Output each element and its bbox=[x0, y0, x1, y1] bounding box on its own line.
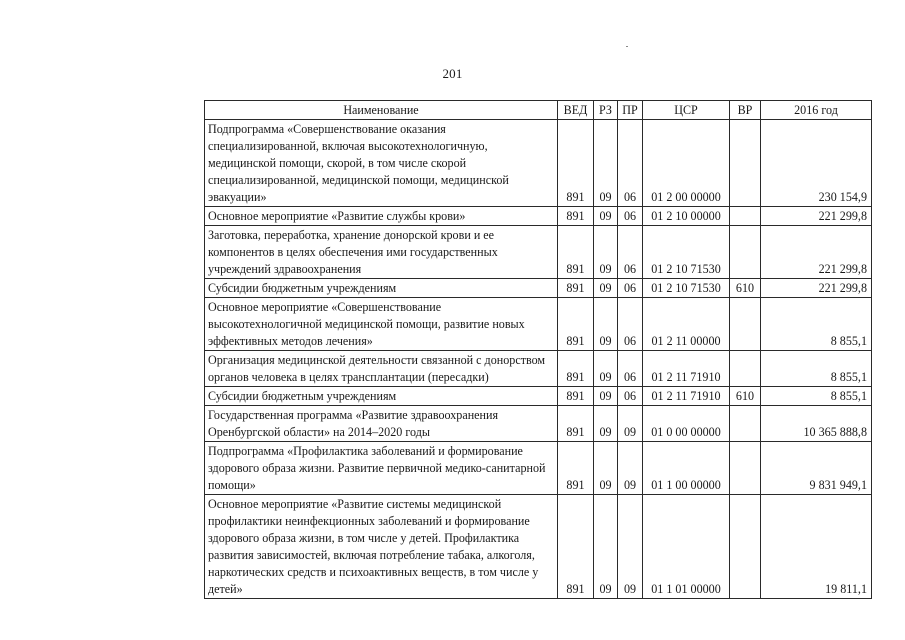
row-amount: 221 299,8 bbox=[761, 207, 872, 226]
row-ved: 891 bbox=[558, 387, 594, 406]
row-name: Субсидии бюджетным учреждениям bbox=[205, 279, 558, 298]
row-amount: 8 855,1 bbox=[761, 351, 872, 387]
table-row bbox=[205, 495, 872, 599]
row-rz: 09 bbox=[594, 442, 618, 495]
row-vr bbox=[730, 207, 761, 226]
row-vr bbox=[730, 120, 761, 207]
row-rz: 09 bbox=[594, 406, 618, 442]
row-pr: 09 bbox=[618, 495, 643, 599]
row-name: Подпрограмма «Совершенствование оказания специализированной, включая высокотехнологичную, медицинской помощи, скорой, в том числе скорой специализированной, медицинской помощи, медицинской эвакуации» bbox=[205, 120, 558, 207]
row-name: Основное мероприятие «Совершенствование высокотехнологичной медицинской помощи, развитие новых эффективных методов лечения» bbox=[205, 298, 558, 351]
row-amount: 230 154,9 bbox=[761, 120, 872, 207]
table-header-row bbox=[205, 101, 872, 120]
row-pr: 06 bbox=[618, 279, 643, 298]
row-csr: 01 2 11 71910 bbox=[643, 387, 730, 406]
table-row bbox=[205, 406, 872, 442]
row-amount: 221 299,8 bbox=[761, 279, 872, 298]
row-pr: 09 bbox=[618, 406, 643, 442]
table-row bbox=[205, 226, 872, 279]
row-vr bbox=[730, 226, 761, 279]
row-amount: 9 831 949,1 bbox=[761, 442, 872, 495]
row-vr bbox=[730, 442, 761, 495]
row-ved: 891 bbox=[558, 406, 594, 442]
table-row bbox=[205, 207, 872, 226]
row-csr: 01 2 10 00000 bbox=[643, 207, 730, 226]
row-pr: 06 bbox=[618, 226, 643, 279]
row-ved: 891 bbox=[558, 351, 594, 387]
row-ved: 891 bbox=[558, 298, 594, 351]
row-amount: 10 365 888,8 bbox=[761, 406, 872, 442]
header-year: 2016 год bbox=[761, 101, 872, 120]
row-vr bbox=[730, 406, 761, 442]
row-vr bbox=[730, 495, 761, 599]
row-rz: 09 bbox=[594, 351, 618, 387]
row-amount: 19 811,1 bbox=[761, 495, 872, 599]
row-csr: 01 2 11 00000 bbox=[643, 298, 730, 351]
table-row bbox=[205, 387, 872, 406]
row-name: Подпрограмма «Профилактика заболеваний и формирование здорового образа жизни. Развитие первичной медико-санитарной помощи» bbox=[205, 442, 558, 495]
row-name: Государственная программа «Развитие здравоохранения Оренбургской области» на 2014–2020 годы bbox=[205, 406, 558, 442]
scan-speck bbox=[626, 46, 628, 47]
row-csr: 01 2 10 71530 bbox=[643, 279, 730, 298]
row-rz: 09 bbox=[594, 495, 618, 599]
row-ved: 891 bbox=[558, 120, 594, 207]
row-amount: 8 855,1 bbox=[761, 298, 872, 351]
row-amount: 221 299,8 bbox=[761, 226, 872, 279]
row-pr: 06 bbox=[618, 207, 643, 226]
row-pr: 06 bbox=[618, 387, 643, 406]
row-vr: 610 bbox=[730, 279, 761, 298]
row-pr: 09 bbox=[618, 442, 643, 495]
row-vr bbox=[730, 351, 761, 387]
row-pr: 06 bbox=[618, 120, 643, 207]
row-csr: 01 2 10 71530 bbox=[643, 226, 730, 279]
row-rz: 09 bbox=[594, 387, 618, 406]
header-vr: ВР bbox=[730, 101, 761, 120]
row-csr: 01 2 00 00000 bbox=[643, 120, 730, 207]
table-row bbox=[205, 120, 872, 207]
row-ved: 891 bbox=[558, 442, 594, 495]
row-name: Субсидии бюджетным учреждениям bbox=[205, 387, 558, 406]
table-row bbox=[205, 442, 872, 495]
row-rz: 09 bbox=[594, 226, 618, 279]
row-csr: 01 1 00 00000 bbox=[643, 442, 730, 495]
row-csr: 01 1 01 00000 bbox=[643, 495, 730, 599]
row-rz: 09 bbox=[594, 279, 618, 298]
row-name: Организация медицинской деятельности связанной с донорством органов человека в целях трансплантации (пересадки) bbox=[205, 351, 558, 387]
row-name: Основное мероприятие «Развитие службы крови» bbox=[205, 207, 558, 226]
budget-table bbox=[204, 100, 872, 599]
table-row bbox=[205, 351, 872, 387]
header-csr: ЦСР bbox=[643, 101, 730, 120]
table-row bbox=[205, 279, 872, 298]
header-ved: ВЕД bbox=[558, 101, 594, 120]
row-ved: 891 bbox=[558, 226, 594, 279]
row-csr: 01 2 11 71910 bbox=[643, 351, 730, 387]
row-amount: 8 855,1 bbox=[761, 387, 872, 406]
header-pr: ПР bbox=[618, 101, 643, 120]
row-ved: 891 bbox=[558, 207, 594, 226]
header-name: Наименование bbox=[205, 101, 558, 120]
row-csr: 01 0 00 00000 bbox=[643, 406, 730, 442]
row-vr bbox=[730, 298, 761, 351]
row-pr: 06 bbox=[618, 351, 643, 387]
row-rz: 09 bbox=[594, 298, 618, 351]
row-ved: 891 bbox=[558, 279, 594, 298]
header-rz: РЗ bbox=[594, 101, 618, 120]
page-number: 201 bbox=[442, 66, 463, 81]
row-name: Заготовка, переработка, хранение донорской крови и ее компонентов в целях обеспечения ими государственных учреждений здравоохранения bbox=[205, 226, 558, 279]
row-rz: 09 bbox=[594, 207, 618, 226]
table-row bbox=[205, 298, 872, 351]
row-rz: 09 bbox=[594, 120, 618, 207]
row-name: Основное мероприятие «Развитие системы медицинской профилактики неинфекционных заболеваний и формирование здорового образа жизни, в том числе у детей. Профилактика развития зависимостей, включая потребление табака, алкоголя, наркотических средств и психоактивных веществ, в том числе у детей» bbox=[205, 495, 558, 599]
row-vr: 610 bbox=[730, 387, 761, 406]
row-ved: 891 bbox=[558, 495, 594, 599]
row-pr: 06 bbox=[618, 298, 643, 351]
